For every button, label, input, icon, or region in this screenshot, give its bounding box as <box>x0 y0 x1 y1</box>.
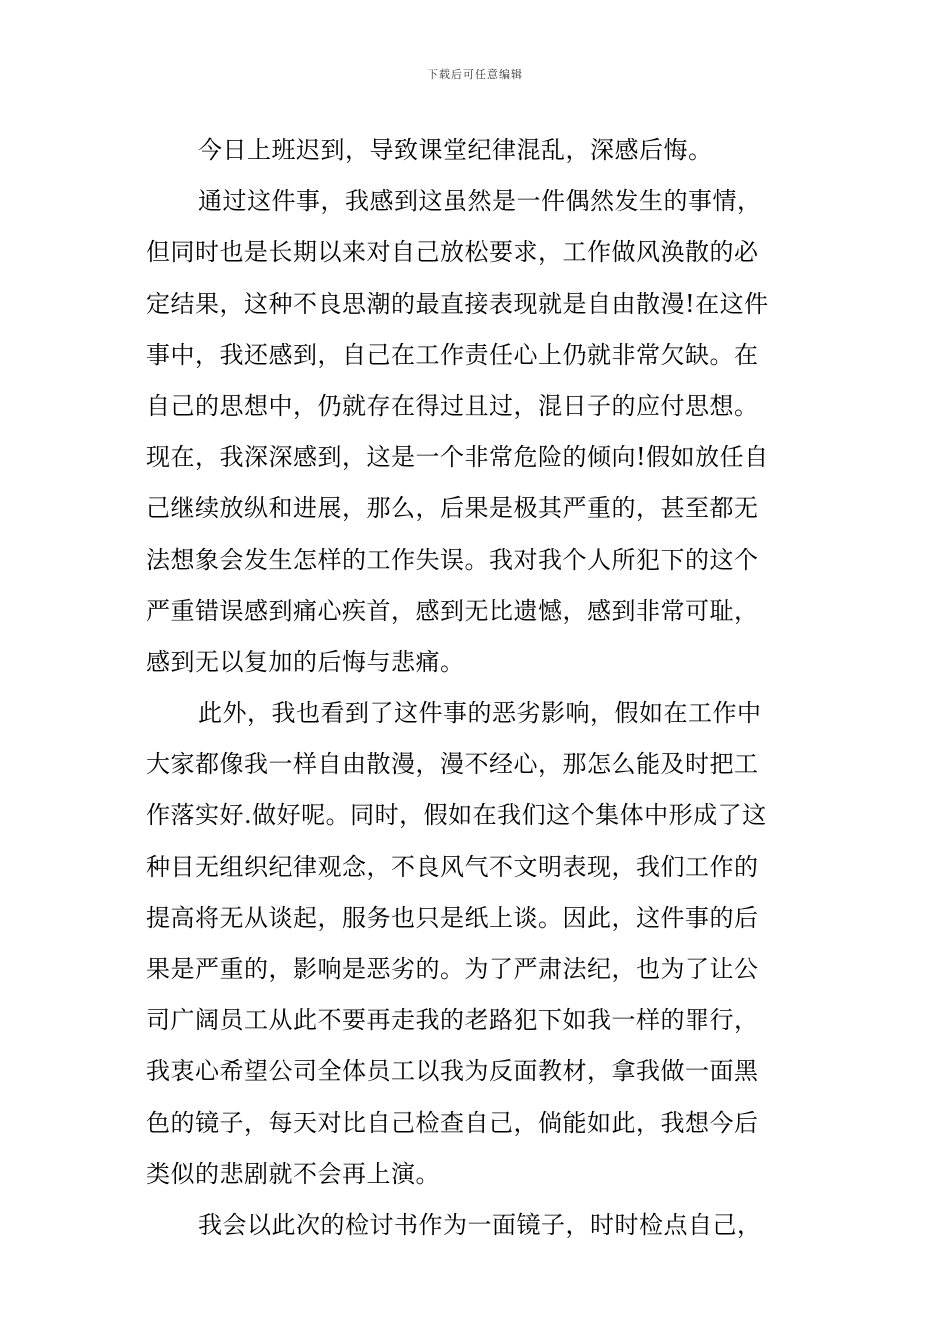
text-line: 法想象会发生怎样的工作失误。我对我个人所犯下的这个 <box>146 545 759 574</box>
text-line: 种目无组织纪律观念，不良风气不文明表现，我们工作的 <box>146 852 759 881</box>
text-line: 今日上班迟到，导致课堂纪律混乱，深感后悔。 <box>198 136 713 164</box>
page-header-note: 下载后可任意编辑 <box>427 68 523 81</box>
text-line: 此外，我也看到了这件事的恶劣影响，假如在工作中 <box>198 699 762 728</box>
text-line: 事中，我还感到，自己在工作责任心上仍就非常欠缺。在 <box>146 340 759 369</box>
text-line: 严重错误感到痛心疾首，感到无比遗憾，感到非常可耻， <box>146 596 759 625</box>
text-line: 己继续放纵和进展，那么，后果是极其严重的，甚至都无 <box>146 494 759 523</box>
text-line: 提高将无从谈起，服务也只是纸上谈。因此，这件事的后 <box>146 903 759 932</box>
text-line: 司广阔员工从此不要再走我的老路犯下如我一样的罪行， <box>146 1006 759 1035</box>
text-line: 我衷心希望公司全体员工以我为反面教材，拿我做一面黑 <box>146 1057 759 1086</box>
text-line: 类似的悲剧就不会再上演。 <box>146 1159 440 1188</box>
text-line: 果是严重的，影响是恶劣的。为了严肃法纪，也为了让公 <box>146 955 759 983</box>
text-line: 现在，我深深感到，这是一个非常危险的倾向!假如放任自 <box>146 443 769 472</box>
text-line: 定结果，这种不良思潮的最直接表现就是自由散漫!在这件 <box>146 289 769 318</box>
document-body <box>146 125 806 1251</box>
text-line: 自己的思想中，仍就存在得过且过，混日子的应付思想。 <box>146 391 759 420</box>
text-line: 我会以此次的检讨书作为一面镜子，时时检点自己， <box>198 1210 762 1239</box>
text-line: 色的镜子，每天对比自己检查自己，倘能如此，我想今后 <box>146 1108 759 1137</box>
text-line: 但同时也是长期以来对自己放松要求，工作做风涣散的必 <box>146 238 759 267</box>
text-line: 感到无以复加的后悔与悲痛。 <box>146 647 465 676</box>
text-line: 作落实好.做好呢。同时，假如在我们这个集体中形成了这 <box>146 801 767 830</box>
text-line: 大家都像我一样自由散漫，漫不经心，那怎么能及时把工 <box>146 750 759 779</box>
text-line: 通过这件事，我感到这虽然是一件偶然发生的事情， <box>198 187 762 216</box>
